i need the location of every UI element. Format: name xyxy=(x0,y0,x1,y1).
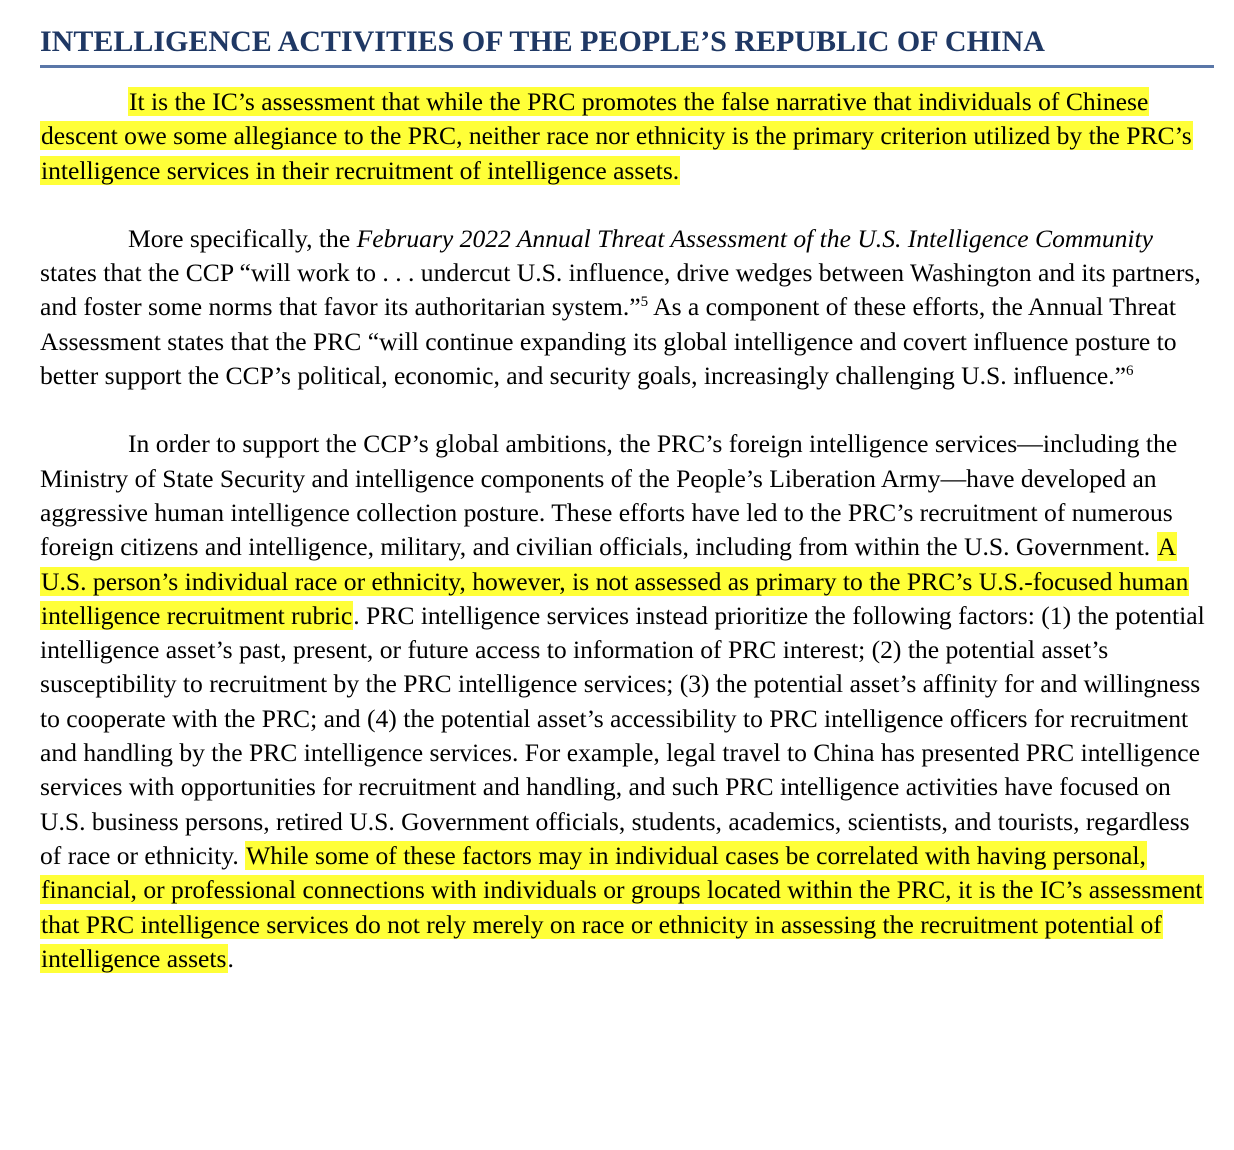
highlighted-text: While some of these factors may in individual cases be correlated with having personal, financial, or professional connections with individuals or groups located within the PRC, it is the IC’s assessment that PRC intelligence services do not rely merely on race or ethnicity in assessing the recruitment potential of intelligence assets xyxy=(41,840,1203,973)
document-title: February 2022 Annual Threat Assessment of the U.S. Intelligence Community xyxy=(356,223,1154,253)
footnote-marker: 5 xyxy=(640,294,649,311)
paragraph-text: . xyxy=(227,943,234,973)
footnote-marker: 6 xyxy=(1126,363,1134,380)
paragraph-text: . PRC intelligence services instead prioritize the following factors: (1) the potential intelligence asset’s past, present, or future access to information of PRC interest; (2) the potential asset’s susceptibility to recruitment by the PRC intelligence services; (3) the potential asset’s affinity for and willingness to cooperate with the PRC; and (4) the potential asset’s accessibility to PRC intelligence officers for recruitment and handling by the PRC intelligence services. For example, legal travel to China has presented PRC intelligence services with opportunities for recruitment and handling, and such PRC intelligence activities have focused on U.S. business persons, retired U.S. Government officials, students, academics, scientists, and tourists, regardless of race or ethnicity. xyxy=(40,600,1205,870)
paragraph-text: More specifically, the xyxy=(128,223,357,253)
highlighted-text: It is the IC’s assessment that while the PRC promotes the false narrative that individuals of Chinese descent owe some allegiance to the PRC, neither race nor ethnicity is the primary criterion utilized by the PRC’s intelligence services in their recruitment of intelligence assets. xyxy=(41,87,1192,185)
paragraph-text: states that the CCP “will work to . . . undercut U.S. influence, drive wedges between Washington and its partners, and foster some norms that favor its authoritarian system.” xyxy=(40,258,1201,322)
paragraph-text: As a component of these efforts, the Annual Threat Assessment states that the PRC “will continue expanding its global intelligence and covert influence posture to better support the CCP’s political, economic, and security goals, increasingly challenging U.S. influence.” xyxy=(40,292,1177,391)
paragraph-ic-assessment xyxy=(40,85,1210,188)
highlighted-text: A U.S. person’s individual race or ethnicity, however, is not assessed as primary to the PRC’s U.S.-focused human intelligence recruitment rubric xyxy=(41,532,1189,630)
heading-divider xyxy=(40,65,1214,68)
section-heading: INTELLIGENCE ACTIVITIES OF THE PEOPLE’S REPUBLIC OF CHINA xyxy=(40,25,1045,58)
paragraph-text: In order to support the CCP’s global ambitions, the PRC’s foreign intelligence services—including the Ministry of State Security and intelligence components of the People’s Liberation Army—have developed an aggressive human intelligence collection posture. These efforts have led to the PRC’s recruitment of numerous foreign citizens and intelligence, military, and civilian officials, including from within the U.S. Government. xyxy=(40,429,1178,562)
paragraph-threat-assessment xyxy=(40,222,1210,393)
paragraph-recruitment-factors xyxy=(40,427,1210,976)
